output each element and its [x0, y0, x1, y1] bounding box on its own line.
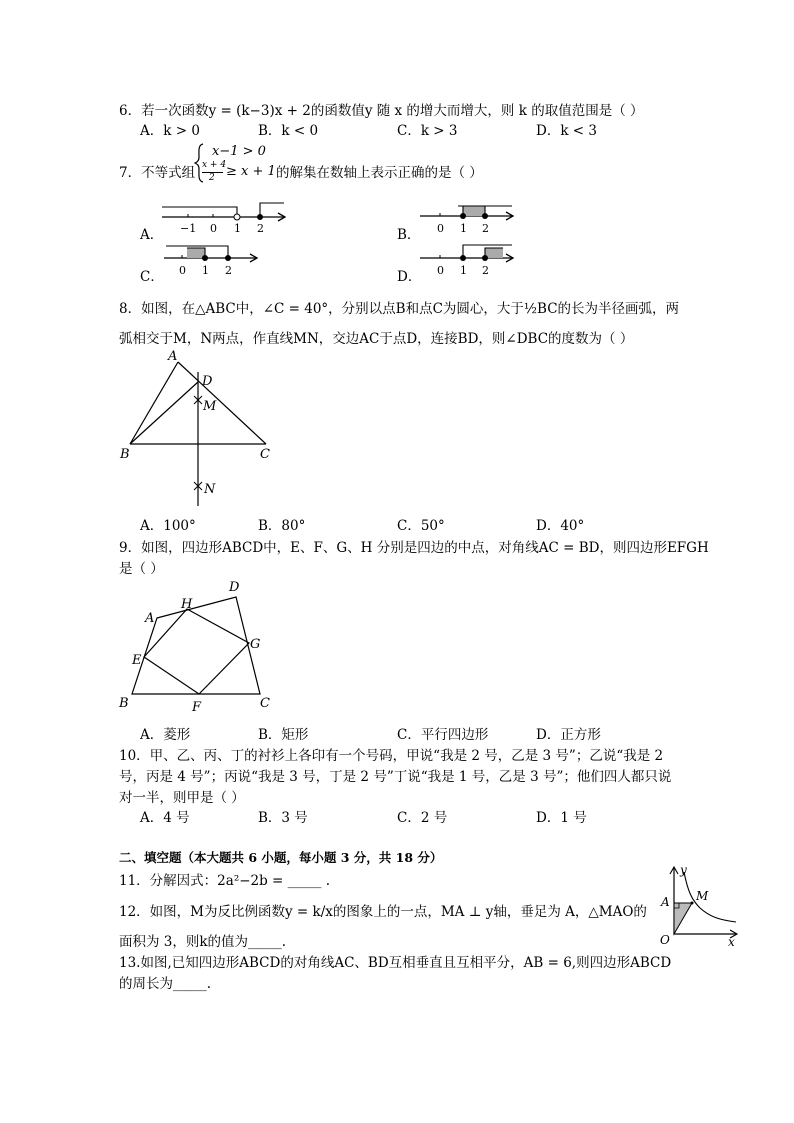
q12-label-o: O	[660, 933, 670, 947]
q7b-tick-2: 2	[482, 222, 489, 235]
q7d-tick-1: 1	[460, 264, 467, 277]
q7c-tick-2: 2	[225, 264, 232, 277]
q6-stem: 6．若一次函数y = (k−3)x + 2的函数值y 随 x 的增大而增大，则 k 的取值范围是（ ）	[119, 103, 644, 119]
q7d-tick-2: 2	[482, 264, 489, 277]
q9-line1: 9．如图，四边形ABCD中，E、F、G、H 分别是四边的中点，对角线AC = BD，则四边形EFGH	[119, 540, 709, 556]
q10-option-a[interactable]: A．4 号	[140, 810, 190, 826]
q9-label-g: G	[250, 637, 261, 652]
q8-label-a: A	[168, 349, 178, 364]
q10-option-d[interactable]: D．1 号	[536, 810, 587, 826]
q7-option-d[interactable]: D．	[397, 269, 422, 285]
section-title: 二、填空题（本大题共 6 小题，每小题 3 分，共 18 分）	[119, 850, 443, 865]
q7-option-a[interactable]: A．	[140, 227, 164, 243]
q12-line1: 12．如图，M为反比例函数y = k/x的图象上的一点，MA ⊥ y轴，垂足为 A，△MAO的	[119, 904, 647, 920]
q7-numberline-b[interactable]	[418, 198, 518, 238]
q8-line1: 8．如图，在△ABC中，∠C = 40°，分别以点B和点C为圆心，大于½BC的长为半径画弧，两	[119, 301, 680, 317]
q9-label-a: A	[145, 611, 155, 626]
q13-line2: 的周长为_____.	[119, 976, 212, 992]
q6-option-d[interactable]: D．k < 3	[536, 123, 597, 139]
q7-option-c[interactable]: C．	[140, 269, 164, 285]
q7b-tick-0: 0	[437, 222, 444, 235]
q7c-tick-1: 1	[202, 264, 209, 277]
q7-ineq2-den: 2	[209, 173, 215, 183]
q10-line3: 对一半，则甲是（ ）	[119, 790, 245, 806]
q7-ineq2-num: x + 4	[202, 160, 227, 170]
q8-label-d: D	[202, 374, 213, 389]
q8-label-n: N	[204, 482, 216, 497]
q9-figure	[114, 575, 284, 715]
q10-option-c[interactable]: C．2 号	[397, 810, 448, 826]
q7b-tick-1: 1	[460, 222, 467, 235]
q8-option-d[interactable]: D．40°	[536, 518, 585, 534]
q11-text: 11．分解因式：2a²−2b = _____ .	[119, 873, 330, 889]
q7a-tick--1: −1	[180, 222, 197, 235]
q7-ineq1: x−1 > 0	[212, 144, 266, 159]
q7-option-b[interactable]: B．	[397, 227, 421, 243]
q12-graph	[652, 862, 742, 948]
q12-label-a: A	[661, 895, 670, 909]
q8-option-b[interactable]: B．80°	[258, 518, 306, 534]
q9-option-a[interactable]: A．菱形	[140, 727, 191, 743]
q6-option-c[interactable]: C．k > 3	[397, 123, 458, 139]
q9-label-e: E	[132, 653, 142, 668]
q9-option-c[interactable]: C．平行四边形	[397, 727, 489, 743]
q12-line2: 面积为 3，则k的值为_____.	[119, 934, 287, 950]
q7-ineq2-rest: ≥ x + 1	[226, 164, 276, 179]
q8-label-c: C	[260, 447, 270, 462]
q7-prefix: 7．不等式组	[119, 165, 196, 181]
q13-line1: 13.如图,已知四边形ABCD的对角线AC、BD互相垂直且互相平分，AB = 6,则四边形ABCD	[119, 955, 672, 971]
q9-option-d[interactable]: D．正方形	[536, 727, 601, 743]
q8-label-m: M	[203, 399, 217, 414]
q7a-tick-1: 1	[234, 222, 241, 235]
q8-option-c[interactable]: C．50°	[397, 518, 445, 534]
q7-numberline-a[interactable]	[160, 197, 290, 237]
q7-numberline-c[interactable]	[162, 240, 262, 280]
q8-line2: 弧相交于M，N两点，作直线MN，交边AC于点D，连接BD，则∠DBC的度数为（ ）	[119, 331, 634, 347]
q9-label-h: H	[181, 597, 193, 612]
q7-numberline-d[interactable]	[418, 240, 518, 280]
q12-label-y: y	[680, 863, 687, 877]
q6-option-b[interactable]: B．k < 0	[258, 123, 319, 139]
q7-suffix: 的解集在数轴上表示正确的是（ ）	[276, 165, 483, 181]
q9-label-f: F	[192, 700, 202, 715]
q9-label-b: B	[119, 696, 129, 711]
q10-line1: 10．甲、乙、丙、丁的衬衫上各印有一个号码，甲说“我是 2 号，乙是 3 号”；乙说“我是 2	[119, 748, 664, 764]
q10-option-b[interactable]: B．3 号	[258, 810, 308, 826]
q12-label-m: M	[696, 889, 709, 903]
q7a-tick-2: 2	[257, 222, 264, 235]
q9-option-b[interactable]: B．矩形	[258, 727, 309, 743]
q6-option-a[interactable]: A．k > 0	[140, 123, 200, 139]
q9-line2: 是（ ）	[119, 561, 164, 577]
q9-label-d: D	[229, 580, 240, 595]
q9-label-c: C	[260, 696, 270, 711]
q10-line2: 号，丙是 4 号”；丙说“我是 3 号，丁是 2 号”丁说“我是 1 号，乙是 3 号”；他们四人都只说	[119, 769, 672, 785]
q7a-tick-0: 0	[210, 222, 217, 235]
q7d-tick-0: 0	[437, 264, 444, 277]
q8-option-a[interactable]: A．100°	[140, 518, 196, 534]
q8-label-b: B	[120, 447, 130, 462]
q8-figure	[114, 348, 284, 513]
q12-label-x: x	[728, 935, 735, 948]
q7c-tick-0: 0	[179, 264, 186, 277]
